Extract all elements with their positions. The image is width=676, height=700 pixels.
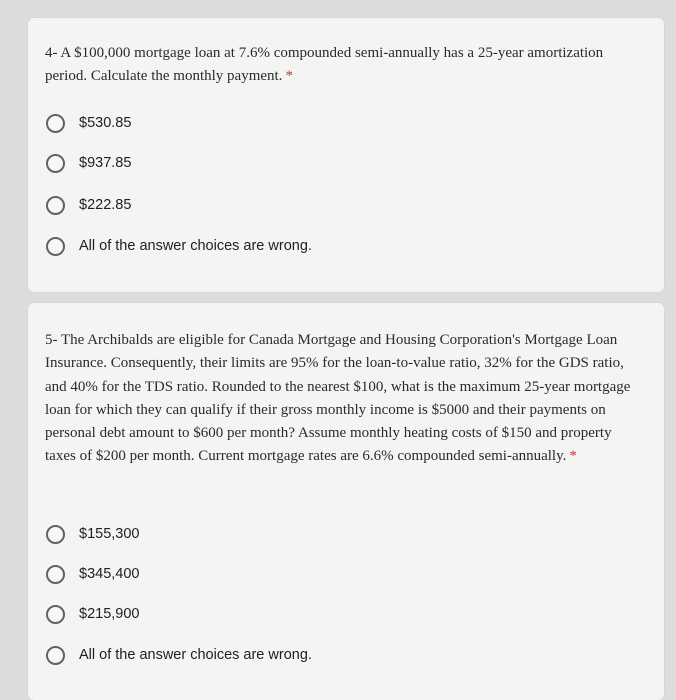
question-card-5 [28,303,664,700]
question-card-4 [28,18,664,292]
answer-option-1[interactable] [46,110,131,136]
answer-option-4[interactable] [46,642,312,668]
answer-option-label: $937.85 [79,155,132,171]
radio-button[interactable] [46,605,65,624]
radio-button[interactable] [46,565,65,584]
radio-button[interactable] [46,114,65,133]
radio-button[interactable] [46,646,65,665]
radio-button[interactable] [46,154,65,173]
question-text: 4- A $100,000 mortgage loan at 7.6% compounded semi-annually has a 25-year amortization period. Calculate the monthly payment. * [45,45,604,84]
question-text: 5- The Archibalds are eligible for Canada Mortgage and Housing Corporation's Mortgage Loan Insurance. Consequently, their limits are 95% for the loan-to-value ratio, 32% for the GDS ratio, and 40% for the TDS ratio. Rounded to the nearest $100, what is the maximum 25-year mortgage loan for which they can qualify if their gross monthly income is $5000 and their payments on personal debt amount to $600 per month? Assume monthly heating costs of $150 and property taxes of $200 per month. Current mortgage rates are 6.6% compounded semi-annually. * [45,332,631,465]
answer-option-2[interactable] [46,561,139,587]
required-asterisk: * [569,448,577,465]
answer-option-3[interactable] [46,192,131,218]
answer-option-3[interactable] [46,601,139,627]
answer-option-label: $345,400 [79,566,140,582]
answer-option-label: $155,300 [79,526,140,542]
answer-option-label: All of the answer choices are wrong. [79,238,312,254]
answer-option-label: $215,900 [79,606,140,622]
answer-option-label: $222.85 [79,197,132,213]
radio-button[interactable] [46,237,65,256]
answer-option-1[interactable] [46,521,139,547]
answer-option-label: $530.85 [79,115,132,131]
answer-option-2[interactable] [46,150,131,176]
radio-button[interactable] [46,525,65,544]
required-asterisk: * [285,68,293,84]
radio-button[interactable] [46,196,65,215]
answer-option-label: All of the answer choices are wrong. [79,647,312,663]
answer-option-4[interactable] [46,233,312,259]
